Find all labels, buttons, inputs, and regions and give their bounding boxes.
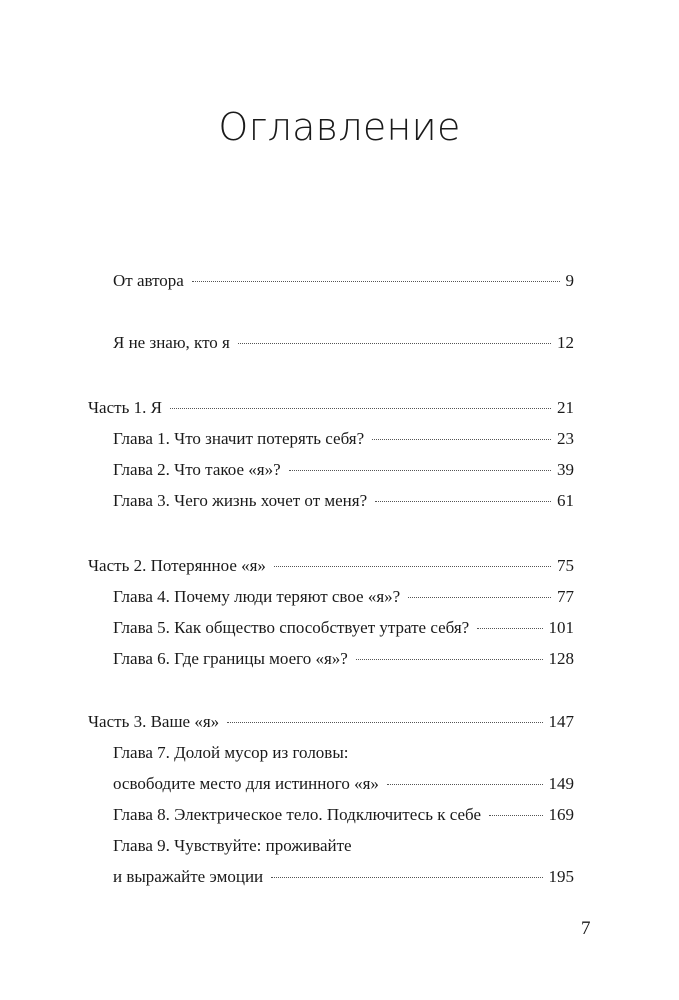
dot-leader [289, 470, 551, 471]
toc-entry-page: 39 [557, 460, 574, 479]
toc-entry-page: 128 [548, 649, 574, 668]
toc-chapter[interactable] [113, 426, 574, 452]
dot-leader [274, 566, 551, 567]
toc-entry-title: Глава 3. Чего жизнь хочет от меня? [113, 491, 368, 510]
toc-entry-title: Глава 6. Где границы моего «я»? [113, 649, 348, 668]
toc-entry[interactable] [113, 268, 574, 294]
toc-entry-title: Глава 1. Что значит потерять себя? [113, 429, 365, 448]
toc-chapter[interactable] [113, 740, 574, 766]
dot-leader [356, 659, 543, 660]
toc-entry-title: Глава 8. Электрическое тело. Подключитесь к себе [113, 805, 481, 824]
toc-chapter[interactable] [113, 488, 574, 514]
toc-chapter[interactable] [113, 646, 574, 672]
dot-leader [238, 343, 551, 344]
toc-entry-page: 169 [548, 805, 574, 824]
dot-leader [271, 877, 542, 878]
toc-entry-page: 195 [548, 867, 574, 886]
toc-entry-title: Часть 2. Потерянное «я» [88, 556, 266, 575]
toc-entry-title: Глава 5. Как общество способствует утрате себя? [113, 618, 470, 637]
dot-leader [375, 501, 551, 502]
toc-entry-page: 12 [557, 333, 574, 352]
toc-part[interactable] [88, 553, 574, 579]
toc-entry-title: Часть 3. Ваше «я» [88, 712, 220, 731]
toc-entry-page: 147 [548, 712, 574, 731]
toc-entry-page: 75 [557, 556, 574, 575]
dot-leader [192, 281, 560, 282]
toc-entry-title: От автора [113, 271, 184, 290]
toc-part[interactable] [88, 395, 574, 421]
dot-leader [408, 597, 551, 598]
page-number: 7 [581, 918, 591, 939]
toc-chapter[interactable] [113, 584, 574, 610]
toc-chapter[interactable] [113, 457, 574, 483]
toc-part[interactable] [88, 709, 574, 735]
toc-chapter[interactable] [113, 833, 574, 859]
dot-leader [170, 408, 551, 409]
dot-leader [227, 722, 542, 723]
toc-entry-title: и выражайте эмоции [113, 867, 264, 886]
toc-chapter-continuation[interactable] [113, 771, 574, 797]
toc-entry-page: 77 [557, 587, 574, 606]
toc-entry-page: 61 [557, 491, 574, 510]
toc-entry-title: освободите место для истинного «я» [113, 774, 379, 793]
dot-leader [387, 784, 543, 785]
toc-entry-title: Глава 9. Чувствуйте: проживайте [113, 836, 352, 855]
toc-entry-page: 23 [557, 429, 574, 448]
toc-entry-page: 149 [548, 774, 574, 793]
toc-entry-title: Часть 1. Я [88, 398, 162, 417]
toc-chapter[interactable] [113, 615, 574, 641]
toc-entry-title: Я не знаю, кто я [113, 333, 230, 352]
toc-entry-page: 9 [565, 271, 574, 290]
dot-leader [477, 628, 542, 629]
toc-entry-page: 101 [548, 618, 574, 637]
dot-leader [489, 815, 543, 816]
page-title: Оглавление [218, 105, 461, 149]
toc-chapter-continuation[interactable] [113, 864, 574, 890]
toc-entry[interactable] [113, 330, 574, 356]
toc-entry-title: Глава 2. Что такое «я»? [113, 460, 281, 479]
toc-entry-page: 21 [557, 398, 574, 417]
toc-entry-title: Глава 4. Почему люди теряют свое «я»? [113, 587, 401, 606]
dot-leader [372, 439, 551, 440]
toc-chapter[interactable] [113, 802, 574, 828]
toc-entry-title: Глава 7. Долой мусор из головы: [113, 743, 349, 762]
